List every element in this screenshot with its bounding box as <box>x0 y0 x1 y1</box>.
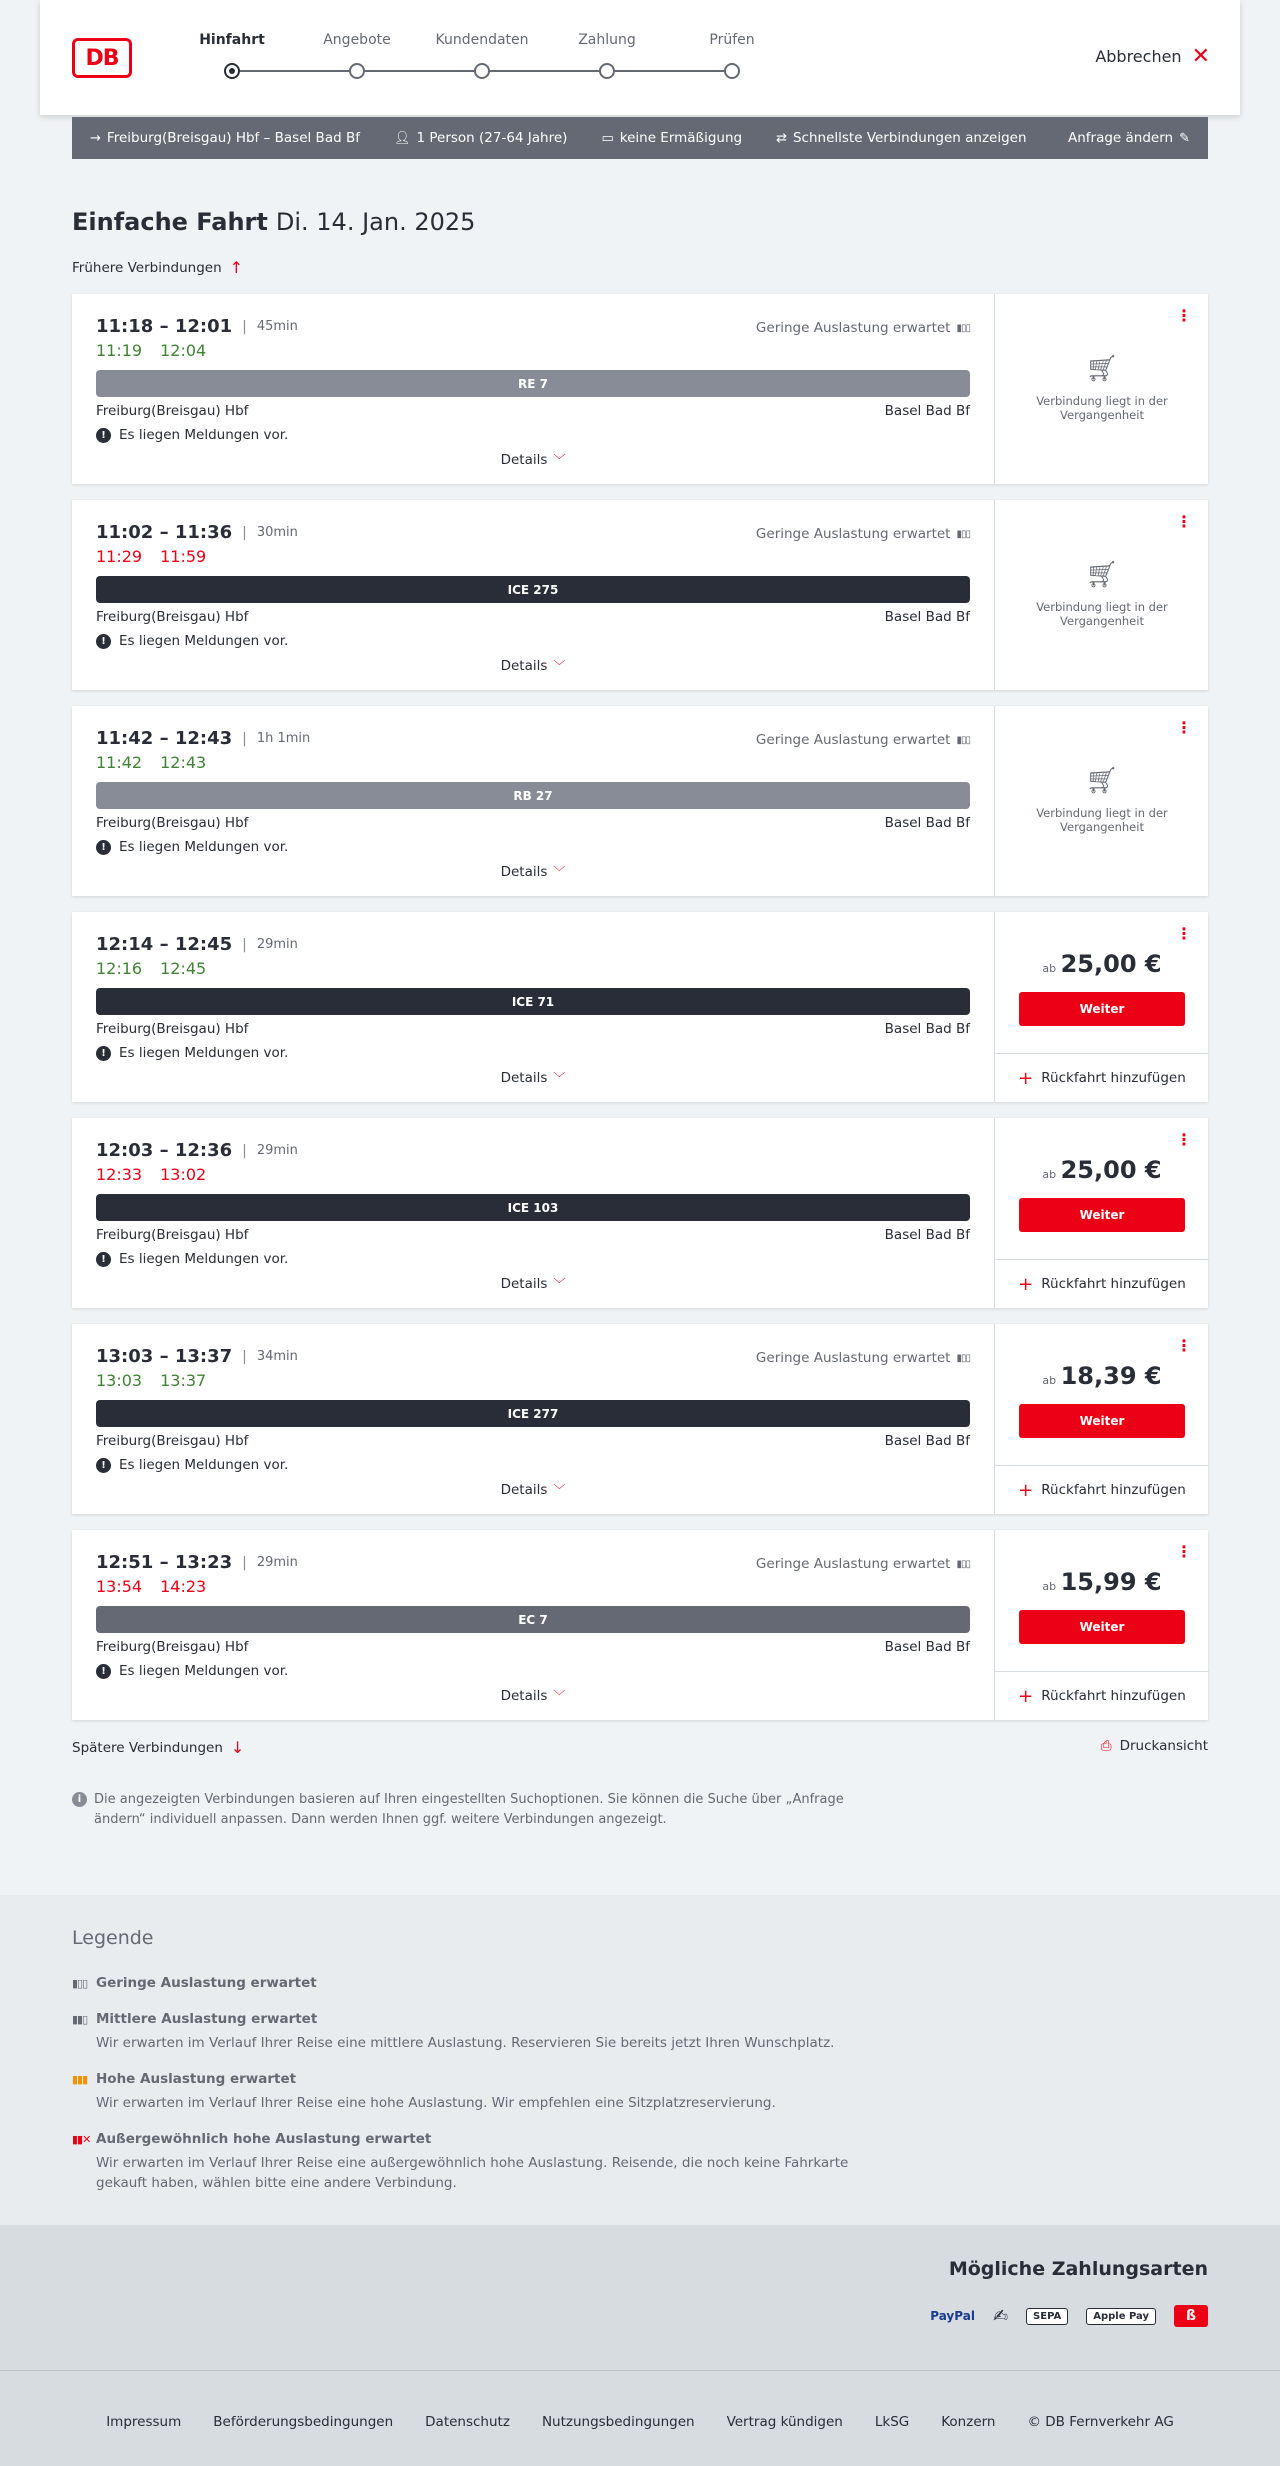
duration: 29min <box>256 937 298 952</box>
origin-station: Freiburg(Breisgau) Hbf <box>96 815 249 831</box>
add-return-label: Rückfahrt hinzufügen <box>1041 1482 1186 1498</box>
info-note-text: Die angezeigten Verbindungen basieren auf Ihren eingestellten Suchoptionen. Sie können die Suche über „Anfrage ändern“ individuell anpassen. Dann werden Ihnen ggf. weitere Verbindungen angezeigt. <box>94 1792 844 1827</box>
train-bar: EC 7 <box>96 1606 970 1633</box>
page-title <box>72 208 475 236</box>
step-label: Kundendaten <box>435 32 529 48</box>
offer-panel <box>994 1118 1208 1308</box>
sepa-icon: SEPA <box>1026 2308 1068 2325</box>
earlier-connections-link[interactable] <box>72 258 243 277</box>
destination-station: Basel Bad Bf <box>884 815 970 831</box>
connection-card <box>72 912 1208 1102</box>
print-label: Druckansicht <box>1119 1738 1208 1754</box>
message-label: Es liegen Meldungen vor. <box>119 1663 289 1679</box>
chevron-down-icon: ﹀ <box>553 1483 566 1497</box>
occupancy-high-icon: ▮▮▮ <box>72 2073 88 2086</box>
realtime-departure: 11:19 <box>96 341 143 360</box>
separator: | <box>242 1554 247 1571</box>
destination-station: Basel Bad Bf <box>884 1227 970 1243</box>
realtime-times <box>96 959 970 978</box>
add-return-button[interactable] <box>995 1671 1209 1720</box>
stations <box>96 1639 970 1655</box>
duration: 29min <box>256 1555 298 1570</box>
progress-steps <box>160 32 760 92</box>
query-fastest <box>776 130 1026 146</box>
offer-panel <box>994 912 1208 1102</box>
message-label: Es liegen Meldungen vor. <box>119 1045 289 1061</box>
realtime-arrival: 13:02 <box>160 1165 207 1184</box>
occupancy-label: Geringe Auslastung erwartet <box>755 526 951 542</box>
step-dot <box>599 63 615 79</box>
train-bar: ICE 71 <box>96 988 970 1015</box>
connection-card <box>72 1530 1208 1720</box>
stations <box>96 815 970 831</box>
connection-card <box>72 294 1208 484</box>
price-prefix: ab <box>1042 1580 1057 1593</box>
price-prefix: ab <box>1042 962 1057 975</box>
occupancy-low-icon: ▮▯▯ <box>72 1977 88 1990</box>
cart-disabled-icon: 🛒︎ <box>1085 560 1119 590</box>
realtime-departure: 13:03 <box>96 1371 143 1390</box>
alert-icon: ! <box>96 1458 111 1473</box>
realtime-times <box>96 547 970 566</box>
legend-item-desc: Wir erwarten im Verlauf Ihrer Reise eine außergewöhnlich hohe Auslastung. Reisende, die noch keine Fahrkarte gekauft haben, wählen bitte eine andere Verbindung. <box>96 2155 849 2191</box>
origin-station: Freiburg(Breisgau) Hbf <box>96 1433 249 1449</box>
connection-card <box>72 500 1208 690</box>
price <box>995 950 1209 978</box>
occupancy-low-icon: ▮▯▯ <box>956 322 970 334</box>
alert-icon: ! <box>96 840 111 855</box>
step-dot <box>224 63 240 79</box>
payment-logos <box>930 2305 1208 2327</box>
price <box>995 1568 1209 1596</box>
footer-link-konzern[interactable]: Konzern <box>941 2414 996 2430</box>
legend-item-title: Mittlere Auslastung erwartet <box>96 2011 318 2027</box>
legend <box>0 1895 1280 2225</box>
price <box>995 1156 1209 1184</box>
legend-item-high <box>72 2071 872 2113</box>
time-range: 12:14 – 12:45 <box>96 934 233 955</box>
offer-panel <box>994 294 1208 484</box>
chevron-down-icon: ﹀ <box>553 1277 566 1291</box>
separator: | <box>242 1348 247 1365</box>
footer-link-lksg[interactable]: LkSG <box>874 2414 910 2430</box>
past-label: Verbindung liegt in der Vergangenheit <box>1036 600 1168 628</box>
payment-title: Mögliche Zahlungsarten <box>948 2258 1208 2280</box>
destination-station: Basel Bad Bf <box>884 403 970 419</box>
add-return-button[interactable] <box>995 1053 1209 1102</box>
realtime-times <box>96 341 970 360</box>
legend-item-desc: Wir erwarten im Verlauf Ihrer Reise eine hohe Auslastung. Wir empfehlen eine Sitzplatzreservierung. <box>96 2095 776 2111</box>
origin-station: Freiburg(Breisgau) Hbf <box>96 609 249 625</box>
message-notice <box>96 427 970 443</box>
legend-item-title: Außergewöhnlich hohe Auslastung erwartet <box>96 2131 432 2147</box>
details-label: Details <box>500 658 548 674</box>
legend-item-title: Geringe Auslastung erwartet <box>96 1975 317 1991</box>
swap-icon: ⇄ <box>776 130 787 146</box>
query-discount <box>601 130 742 146</box>
continue-button[interactable]: Weiter <box>1019 1610 1185 1644</box>
step-angebote <box>297 32 417 79</box>
time-range: 11:42 – 12:43 <box>96 728 233 749</box>
footer-link-kuendigen[interactable]: Vertrag kündigen <box>726 2414 843 2430</box>
more-options-icon[interactable]: ⋮ <box>1176 924 1192 943</box>
connection-card <box>72 706 1208 896</box>
train-bar: ICE 277 <box>96 1400 970 1427</box>
legend-item-medium <box>72 2011 872 2053</box>
occupancy-indicator <box>756 1350 970 1366</box>
footer-link-impressum[interactable]: Impressum <box>106 2414 182 2430</box>
price-prefix: ab <box>1042 1168 1057 1181</box>
cancel-button[interactable] <box>1095 43 1210 69</box>
planned-times <box>96 934 970 955</box>
chevron-down-icon: ﹀ <box>553 1071 566 1085</box>
query-summary-bar <box>72 117 1208 159</box>
message-notice <box>96 1251 970 1267</box>
train-bar: RB 27 <box>96 782 970 809</box>
details-label: Details <box>500 1688 548 1704</box>
separator: | <box>242 730 247 747</box>
footer-link-nutzung[interactable]: Nutzungsbedingungen <box>541 2414 695 2430</box>
details-toggle[interactable] <box>72 1481 994 1498</box>
legend-item-title: Hohe Auslastung erwartet <box>96 2071 297 2087</box>
message-label: Es liegen Meldungen vor. <box>119 1251 289 1267</box>
step-zahlung <box>547 32 667 79</box>
realtime-arrival: 11:59 <box>160 547 207 566</box>
duration: 30min <box>256 525 298 540</box>
details-toggle[interactable] <box>72 1069 994 1086</box>
occupancy-extreme-icon: ▮▮✕ <box>72 2133 91 2146</box>
realtime-times <box>96 1577 970 1596</box>
message-notice <box>96 633 970 649</box>
duration: 29min <box>256 1143 298 1158</box>
continue-button[interactable]: Weiter <box>1019 992 1185 1026</box>
price <box>995 1362 1209 1390</box>
plus-icon: + <box>1018 1685 1034 1707</box>
more-options-icon[interactable]: ⋮ <box>1176 718 1192 737</box>
train-bar: RE 7 <box>96 370 970 397</box>
train-bar: ICE 275 <box>96 576 970 603</box>
occupancy-indicator <box>756 732 970 748</box>
realtime-arrival: 12:43 <box>160 753 207 772</box>
occupancy-label: Geringe Auslastung erwartet <box>755 320 951 336</box>
occupancy-low-icon: ▮▯▯ <box>956 734 970 746</box>
realtime-arrival: 14:23 <box>160 1577 207 1596</box>
step-dot <box>724 63 740 79</box>
occupancy-label: Geringe Auslastung erwartet <box>755 1556 951 1572</box>
step-dot <box>474 63 490 79</box>
past-connection-notice <box>995 354 1209 422</box>
offer-panel <box>994 706 1208 896</box>
offer-panel <box>994 500 1208 690</box>
db-logo[interactable]: DB <box>72 38 132 78</box>
chevron-down-icon: ﹀ <box>553 453 566 467</box>
credit-card-icon: ✍ <box>992 2305 1009 2327</box>
past-label: Verbindung liegt in der Vergangenheit <box>1036 806 1168 834</box>
price-prefix: ab <box>1042 1374 1057 1387</box>
chevron-down-icon: ﹀ <box>553 1689 566 1703</box>
step-dot <box>349 63 365 79</box>
query-passengers <box>394 130 567 146</box>
change-query-label: Anfrage ändern <box>1067 130 1174 146</box>
separator: | <box>242 524 247 541</box>
message-notice <box>96 1663 970 1679</box>
step-label: Prüfen <box>709 32 755 48</box>
stations <box>96 609 970 625</box>
card-icon: ▭ <box>601 130 614 146</box>
stations <box>96 1433 970 1449</box>
stations <box>96 1021 970 1037</box>
past-connection-notice <box>995 766 1209 834</box>
time-range: 13:03 – 13:37 <box>96 1346 233 1367</box>
details-toggle[interactable] <box>72 1687 994 1704</box>
duration: 34min <box>256 1349 298 1364</box>
destination-station: Basel Bad Bf <box>884 609 970 625</box>
origin-station: Freiburg(Breisgau) Hbf <box>96 1227 249 1243</box>
footer-link-datenschutz[interactable]: Datenschutz <box>425 2414 510 2430</box>
add-return-label: Rückfahrt hinzufügen <box>1041 1070 1186 1086</box>
occupancy-low-icon: ▮▯▯ <box>956 1558 970 1570</box>
duration: 45min <box>256 319 298 334</box>
message-label: Es liegen Meldungen vor. <box>119 1457 289 1473</box>
separator: | <box>242 936 247 953</box>
message-notice <box>96 1457 970 1473</box>
footer-links <box>0 2414 1280 2430</box>
legend-item-extreme <box>72 2131 872 2193</box>
step-label: Hinfahrt <box>199 32 265 48</box>
more-options-icon[interactable]: ⋮ <box>1176 1542 1192 1561</box>
paypal-icon: PayPal <box>930 2309 975 2323</box>
details-toggle[interactable] <box>72 451 994 468</box>
occupancy-label: Geringe Auslastung erwartet <box>755 732 951 748</box>
origin-station: Freiburg(Breisgau) Hbf <box>96 1639 249 1655</box>
more-options-icon[interactable]: ⋮ <box>1176 1130 1192 1149</box>
message-notice <box>96 839 970 855</box>
alert-icon: ! <box>96 1252 111 1267</box>
info-icon: i <box>72 1792 87 1807</box>
payment-methods <box>0 2225 1280 2370</box>
details-label: Details <box>500 1070 548 1086</box>
step-label: Angebote <box>323 32 391 48</box>
chevron-down-icon: ﹀ <box>553 659 566 673</box>
past-connection-notice <box>995 560 1209 628</box>
details-toggle[interactable] <box>72 1275 994 1292</box>
query-fastest-label: Schnellste Verbindungen anzeigen <box>792 130 1027 146</box>
footer-link-befoerderung[interactable]: Beförderungsbedingungen <box>213 2414 394 2430</box>
continue-button[interactable]: Weiter <box>1019 1198 1185 1232</box>
details-toggle[interactable] <box>72 657 994 674</box>
alert-icon: ! <box>96 634 111 649</box>
db-pay-icon: ß <box>1174 2305 1208 2327</box>
add-return-button[interactable] <box>995 1465 1209 1514</box>
occupancy-indicator <box>756 526 970 542</box>
planned-times <box>96 1140 970 1161</box>
time-range: 11:18 – 12:01 <box>96 316 233 337</box>
query-route <box>90 130 360 146</box>
time-range: 12:51 – 13:23 <box>96 1552 233 1573</box>
details-toggle[interactable] <box>72 863 994 880</box>
step-pruefen <box>672 32 792 79</box>
cart-disabled-icon: 🛒︎ <box>1085 354 1119 384</box>
destination-station: Basel Bad Bf <box>884 1639 970 1655</box>
realtime-arrival: 12:04 <box>160 341 207 360</box>
realtime-departure: 12:16 <box>96 959 143 978</box>
arrow-up-icon: ↑ <box>229 258 244 277</box>
printer-icon: ⎙ <box>1100 1738 1112 1754</box>
chevron-down-icon: ﹀ <box>553 865 566 879</box>
footer <box>0 2370 1280 2466</box>
plus-icon: + <box>1018 1067 1034 1089</box>
train-bar: ICE 103 <box>96 1194 970 1221</box>
offer-panel <box>994 1530 1208 1720</box>
origin-station: Freiburg(Breisgau) Hbf <box>96 1021 249 1037</box>
realtime-times <box>96 753 970 772</box>
message-label: Es liegen Meldungen vor. <box>119 839 289 855</box>
add-return-label: Rückfahrt hinzufügen <box>1041 1276 1186 1292</box>
trip-type: Einfache Fahrt <box>72 208 268 236</box>
stations <box>96 403 970 419</box>
close-icon: ✕ <box>1191 43 1210 69</box>
connection-card <box>72 1118 1208 1308</box>
earlier-label: Frühere Verbindungen <box>72 259 222 276</box>
time-range: 11:02 – 11:36 <box>96 522 233 543</box>
realtime-departure: 11:29 <box>96 547 143 566</box>
details-label: Details <box>500 864 548 880</box>
continue-button[interactable]: Weiter <box>1019 1404 1185 1438</box>
later-label: Spätere Verbindungen <box>72 1739 223 1756</box>
realtime-arrival: 13:37 <box>160 1371 207 1390</box>
query-passengers-label: 1 Person (27-64 Jahre) <box>416 130 568 146</box>
arrow-right-icon: → <box>90 130 101 146</box>
query-discount-label: keine Ermäßigung <box>619 130 743 146</box>
plus-icon: + <box>1018 1273 1034 1295</box>
price-value: 18,39 € <box>1060 1362 1162 1390</box>
realtime-departure: 12:33 <box>96 1165 143 1184</box>
trip-date: Di. 14. Jan. 2025 <box>275 208 476 236</box>
step-label: Zahlung <box>578 32 636 48</box>
occupancy-low-icon: ▮▯▯ <box>956 528 970 540</box>
later-connections-link[interactable] <box>72 1738 244 1757</box>
realtime-arrival: 12:45 <box>160 959 207 978</box>
separator: | <box>242 318 247 335</box>
occupancy-label: Geringe Auslastung erwartet <box>755 1350 951 1366</box>
occupancy-indicator <box>756 320 970 336</box>
destination-station: Basel Bad Bf <box>884 1021 970 1037</box>
alert-icon: ! <box>96 1664 111 1679</box>
realtime-times <box>96 1165 970 1184</box>
info-note <box>72 1790 852 1830</box>
step-kundendaten <box>422 32 542 79</box>
alert-icon: ! <box>96 1046 111 1061</box>
price-value: 25,00 € <box>1060 950 1162 978</box>
legend-item-desc: Wir erwarten im Verlauf Ihrer Reise eine mittlere Auslastung. Reservieren Sie bereits jetzt Ihren Wunschplatz. <box>96 2035 835 2051</box>
message-label: Es liegen Meldungen vor. <box>119 633 289 649</box>
alert-icon: ! <box>96 428 111 443</box>
message-notice <box>96 1045 970 1061</box>
query-route-label: Freiburg(Breisgau) Hbf – Basel Bad Bf <box>106 130 360 146</box>
details-label: Details <box>500 1482 548 1498</box>
more-options-icon[interactable]: ⋮ <box>1176 512 1192 531</box>
stations <box>96 1227 970 1243</box>
details-label: Details <box>500 452 548 468</box>
arrow-down-icon: ↓ <box>230 1738 245 1757</box>
legend-item-low <box>72 1975 872 1991</box>
connection-card <box>72 1324 1208 1514</box>
time-range: 12:03 – 12:36 <box>96 1140 233 1161</box>
offer-panel <box>994 1324 1208 1514</box>
separator: | <box>242 1142 247 1159</box>
message-label: Es liegen Meldungen vor. <box>119 427 289 443</box>
more-options-icon[interactable]: ⋮ <box>1176 1336 1192 1355</box>
origin-station: Freiburg(Breisgau) Hbf <box>96 403 249 419</box>
occupancy-indicator <box>756 1556 970 1572</box>
footer-copyright: © DB Fernverkehr AG <box>1027 2414 1174 2430</box>
duration: 1h 1min <box>256 731 311 746</box>
realtime-departure: 13:54 <box>96 1577 143 1596</box>
details-label: Details <box>500 1276 548 1292</box>
change-query-button[interactable] <box>1068 130 1190 146</box>
header <box>40 0 1240 115</box>
apple-pay-icon: Apple Pay <box>1086 2308 1156 2325</box>
occupancy-low-icon: ▮▯▯ <box>956 1352 970 1364</box>
person-icon: 👤︎ <box>393 130 411 146</box>
past-label: Verbindung liegt in der Vergangenheit <box>1036 394 1168 422</box>
add-return-label: Rückfahrt hinzufügen <box>1041 1688 1186 1704</box>
print-view-link[interactable] <box>1101 1738 1208 1754</box>
legend-title: Legende <box>72 1927 154 1949</box>
pencil-icon: ✎ <box>1179 130 1190 146</box>
realtime-departure: 11:42 <box>96 753 143 772</box>
price-value: 25,00 € <box>1060 1156 1162 1184</box>
price-value: 15,99 € <box>1060 1568 1162 1596</box>
step-hinfahrt[interactable] <box>172 32 292 79</box>
cancel-label: Abbrechen <box>1095 47 1182 66</box>
realtime-times <box>96 1371 970 1390</box>
destination-station: Basel Bad Bf <box>884 1433 970 1449</box>
occupancy-medium-icon: ▮▮▯ <box>72 2013 88 2026</box>
add-return-button[interactable] <box>995 1259 1209 1308</box>
plus-icon: + <box>1018 1479 1034 1501</box>
more-options-icon[interactable]: ⋮ <box>1176 306 1192 325</box>
cart-disabled-icon: 🛒︎ <box>1085 766 1119 796</box>
